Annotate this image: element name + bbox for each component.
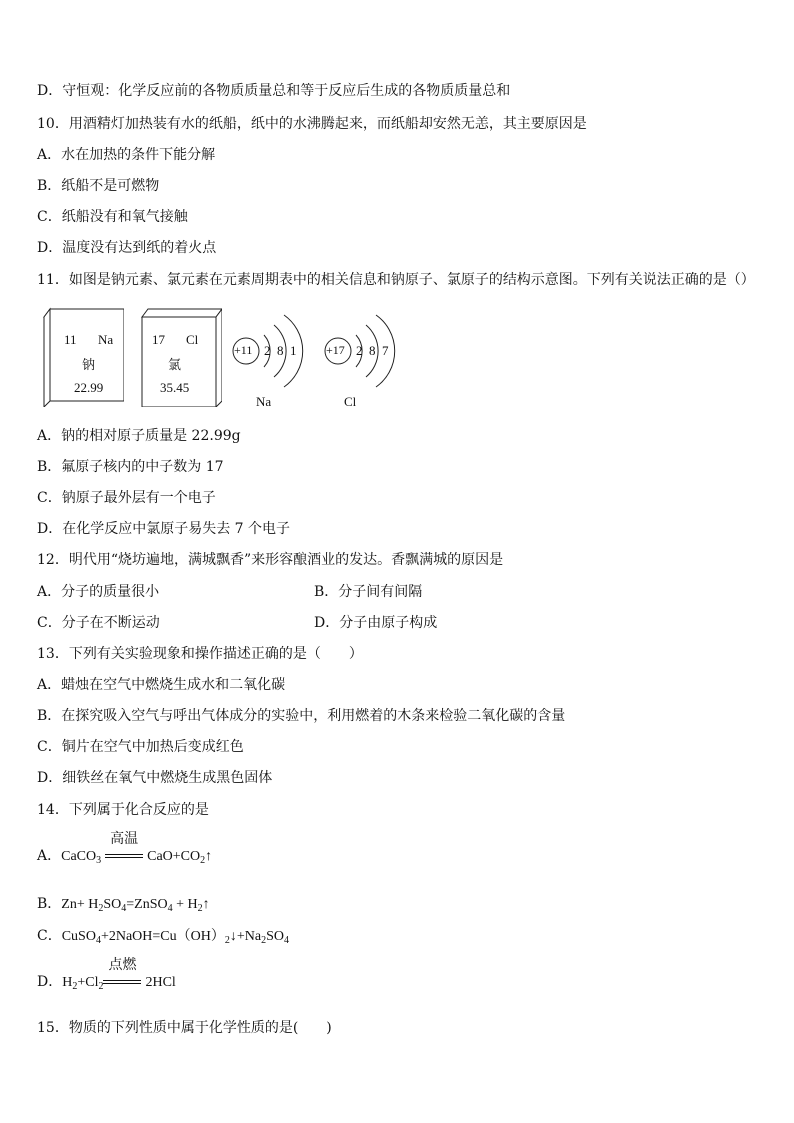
cl-symbol: Cl [186, 332, 199, 347]
na-periodic-cell [42, 307, 124, 407]
q12-stem: 12．明代用“烧坊遍地，满城飘香”来形容酿酒业的发达。香飘满城的原因是 [37, 552, 504, 568]
q9-option-d: D．守恒观：化学反应前的各物质质量总和等于反应后生成的各物质质量总和 [37, 83, 511, 99]
q13-option-a: A．蜡烛在空气中燃烧生成水和二氧化碳 [37, 677, 286, 693]
na-atomic-number: 11 [64, 332, 77, 347]
na-atom-diagram [230, 307, 310, 413]
na-shell-2: 8 [277, 343, 284, 358]
na-shell-3: 1 [290, 343, 297, 358]
reaction-condition-ignite: 点燃 [103, 973, 141, 991]
cl-shell-3: 7 [382, 343, 389, 358]
cl-shell-1: 2 [356, 343, 363, 358]
cl-atomic-number: 17 [152, 332, 165, 347]
q14-option-b: B．$Zn+ H_2SO_4=ZnSO_4$ + $H_2↑$ [37, 896, 210, 914]
na-name: 钠 [82, 358, 96, 373]
na-symbol: Na [98, 332, 114, 347]
q10-option-c: C．纸船没有和氧气接触 [37, 209, 188, 225]
na-atom-label: Na [256, 394, 272, 409]
cl-atom-diagram [322, 307, 402, 413]
q14-option-c: C．$CuSO_4+2NaOH=Cu(OH)_2↓+Na_2SO_4$ [37, 928, 289, 946]
na-mass: 22.99 [74, 380, 104, 395]
q11-stem: 11．如图是钠元素、氯元素在元素周期表中的相关信息和钠原子、氯原子的结构示意图。下列有关说法正确的是（） [37, 272, 755, 288]
q13-option-d: D．细铁丝在氧气中燃烧生成黑色固体 [37, 770, 273, 786]
q12-option-d: D．分子由原子构成 [314, 615, 438, 631]
q10-option-d: D．温度没有达到纸的着火点 [37, 240, 217, 256]
q13-option-c: C．铜片在空气中加热后变成红色 [37, 739, 244, 755]
q10-option-a: A．水在加热的条件下能分解 [37, 147, 216, 163]
q13-stem: 13．下列有关实验现象和操作描述正确的是（ ） [37, 646, 363, 662]
q10-stem: 10．用酒精灯加热装有水的纸船，纸中的水沸腾起来，而纸船却安然无恙，其主要原因是 [37, 116, 587, 132]
cl-periodic-cell [140, 307, 222, 407]
q11-option-d: D．在化学反应中氯原子易失去 7 个电子 [37, 521, 291, 537]
q14-option-d: D．$H_2+Cl_2$ 点燃 2HCl [37, 957, 176, 992]
q11-option-b: B．氟原子核内的中子数为 17 [37, 459, 224, 475]
cl-nucleus: +17 [326, 343, 345, 357]
na-nucleus: +11 [234, 343, 253, 357]
q11-option-c: C．钠原子最外层有一个电子 [37, 490, 216, 506]
na-shell-1: 2 [264, 343, 271, 358]
cl-mass: 35.45 [160, 380, 190, 395]
q11-option-a: A．钠的相对原子质量是 22.99g [37, 428, 241, 444]
element-figure [42, 307, 402, 417]
q12-option-b: B．分子间有间隔 [314, 584, 423, 600]
reaction-condition-high-temp: 高温 [105, 847, 143, 865]
q14-option-a: A．CaCO$_3$ 高温 $CaO+CO_2↑$ [37, 831, 213, 866]
q15-stem: 15．物质的下列性质中属于化学性质的是( ) [37, 1020, 332, 1036]
q12-option-c: C．分子在不断运动 [37, 615, 160, 631]
cl-atom-label: Cl [344, 394, 357, 409]
cl-name: 氯 [168, 358, 182, 373]
q13-option-b: B．在探究吸入空气与呼出气体成分的实验中，利用燃着的木条来检验二氧化碳的含量 [37, 708, 566, 724]
q14-stem: 14．下列属于化合反应的是 [37, 802, 209, 818]
q12-option-a: A．分子的质量很小 [37, 584, 160, 600]
q10-option-b: B．纸船不是可燃物 [37, 178, 160, 194]
cl-shell-2: 8 [369, 343, 376, 358]
